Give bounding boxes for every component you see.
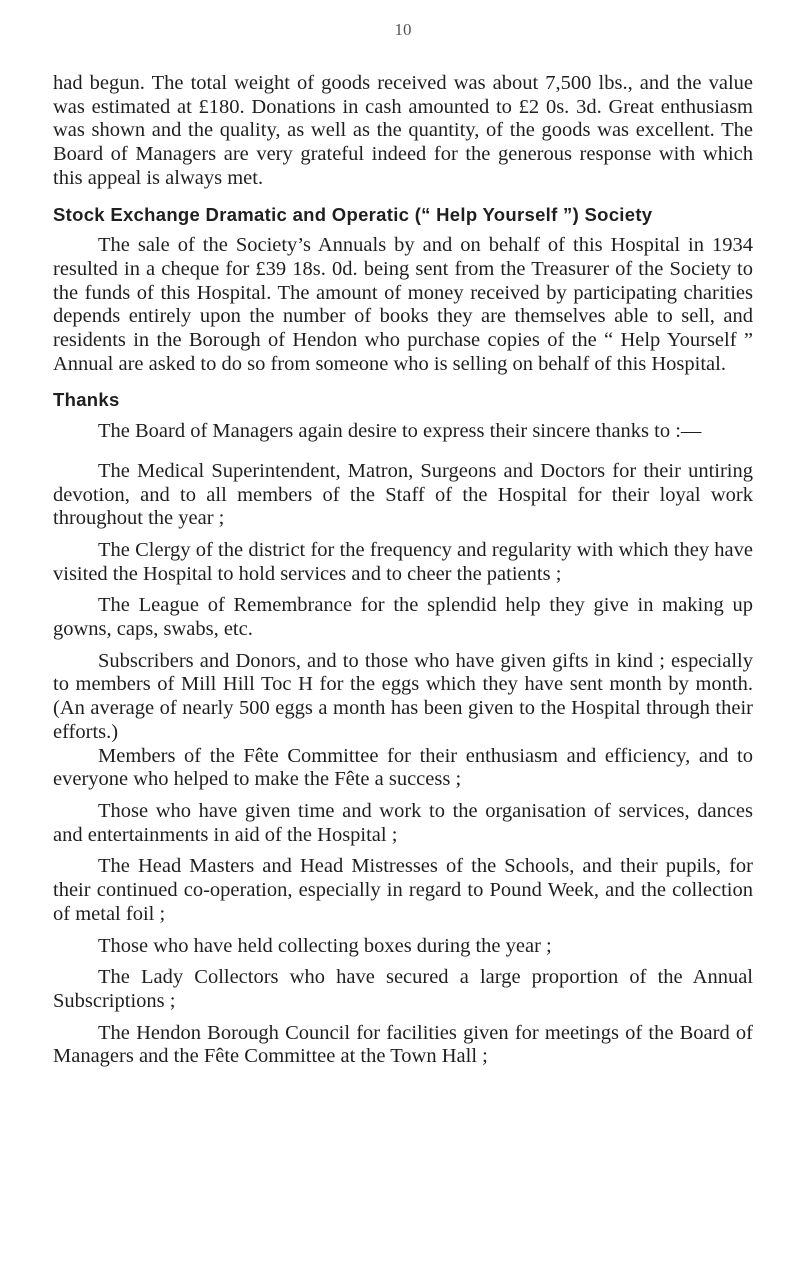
thanks-item-subscribers-donors: Subscribers and Donors, and to those who have given gifts in kind ; especially to members of Mill Hill Toc H for the eggs which they have sent month by month. (An average of nearly 500 eggs a month has been given to the Hospital through their efforts.) bbox=[53, 649, 753, 743]
thanks-item-collecting-boxes: Those who have held collecting boxes during the year ; bbox=[98, 934, 552, 957]
thanks-item-organisers: Those who have given time and work to the organisation of services, dances and entertainments in aid of the Hospital ; bbox=[53, 799, 753, 846]
thanks-item-fete-committee: Members of the Fête Committee for their enthusiasm and efficiency, and to everyone who helped to make the Fête a success ; bbox=[53, 744, 753, 791]
section-heading-thanks: Thanks bbox=[53, 389, 120, 411]
thanks-item-medical-staff: The Medical Superintendent, Matron, Surgeons and Doctors for their untiring devotion, and to all members of the Staff of the Hospital for their loyal work throughout the year ; bbox=[53, 459, 753, 530]
thanks-item-lady-collectors: The Lady Collectors who have secured a large proportion of the Annual Subscriptions ; bbox=[53, 966, 753, 1012]
thanks-item-borough-council: The Hendon Borough Council for facilities given for meetings of the Board of Managers and the Fête Committee at the Town Hall ; bbox=[53, 1021, 753, 1068]
stock-exchange-paragraph: The sale of the Society’s Annuals by and on behalf of this Hospital in 1934 resulted in a cheque for £39 18s. 0d. being sent from the Treasurer of the Society to the funds of this Hospital. The amount of money received by participating charities depends entirely upon the number of books they are themselves able to sell, and residents in the Borough of Hendon who purchase copies of the “ Help Yourself ” Annual are asked to do so from someone who is selling on behalf of this Hospital. bbox=[53, 234, 753, 375]
page-number: 10 bbox=[394, 20, 412, 39]
thanks-intro: The Board of Managers again desire to express their sincere thanks to :— bbox=[98, 420, 702, 443]
thanks-item-league-of-remembrance: The League of Remembrance for the splendid help they give in making up gowns, caps, swabs, etc. bbox=[53, 594, 753, 641]
page-body bbox=[53, 72, 753, 1069]
thanks-item-clergy: The Clergy of the district for the frequency and regularity with which they have visited the Hospital to hold services and to cheer the patients ; bbox=[53, 538, 753, 585]
thanks-item-schools: The Head Masters and Head Mistresses of the Schools, and their pupils, for their continued co-operation, especially in regard to Pound Week, and the collection of metal foil ; bbox=[53, 855, 753, 925]
intro-paragraph: had begun. The total weight of goods received was about 7,500 lbs., and the value was estimated at £180. Donations in cash amounted to £2 0s. 3d. Great enthusiasm was shown and the quality, as well as the quantity, of the goods was excellent. The Board of Managers are very grateful indeed for the generous response with which this appeal is always met. bbox=[53, 72, 753, 189]
section-heading-stock-exchange: Stock Exchange Dramatic and Operatic (“ Help Yourself ”) Society bbox=[53, 203, 653, 225]
